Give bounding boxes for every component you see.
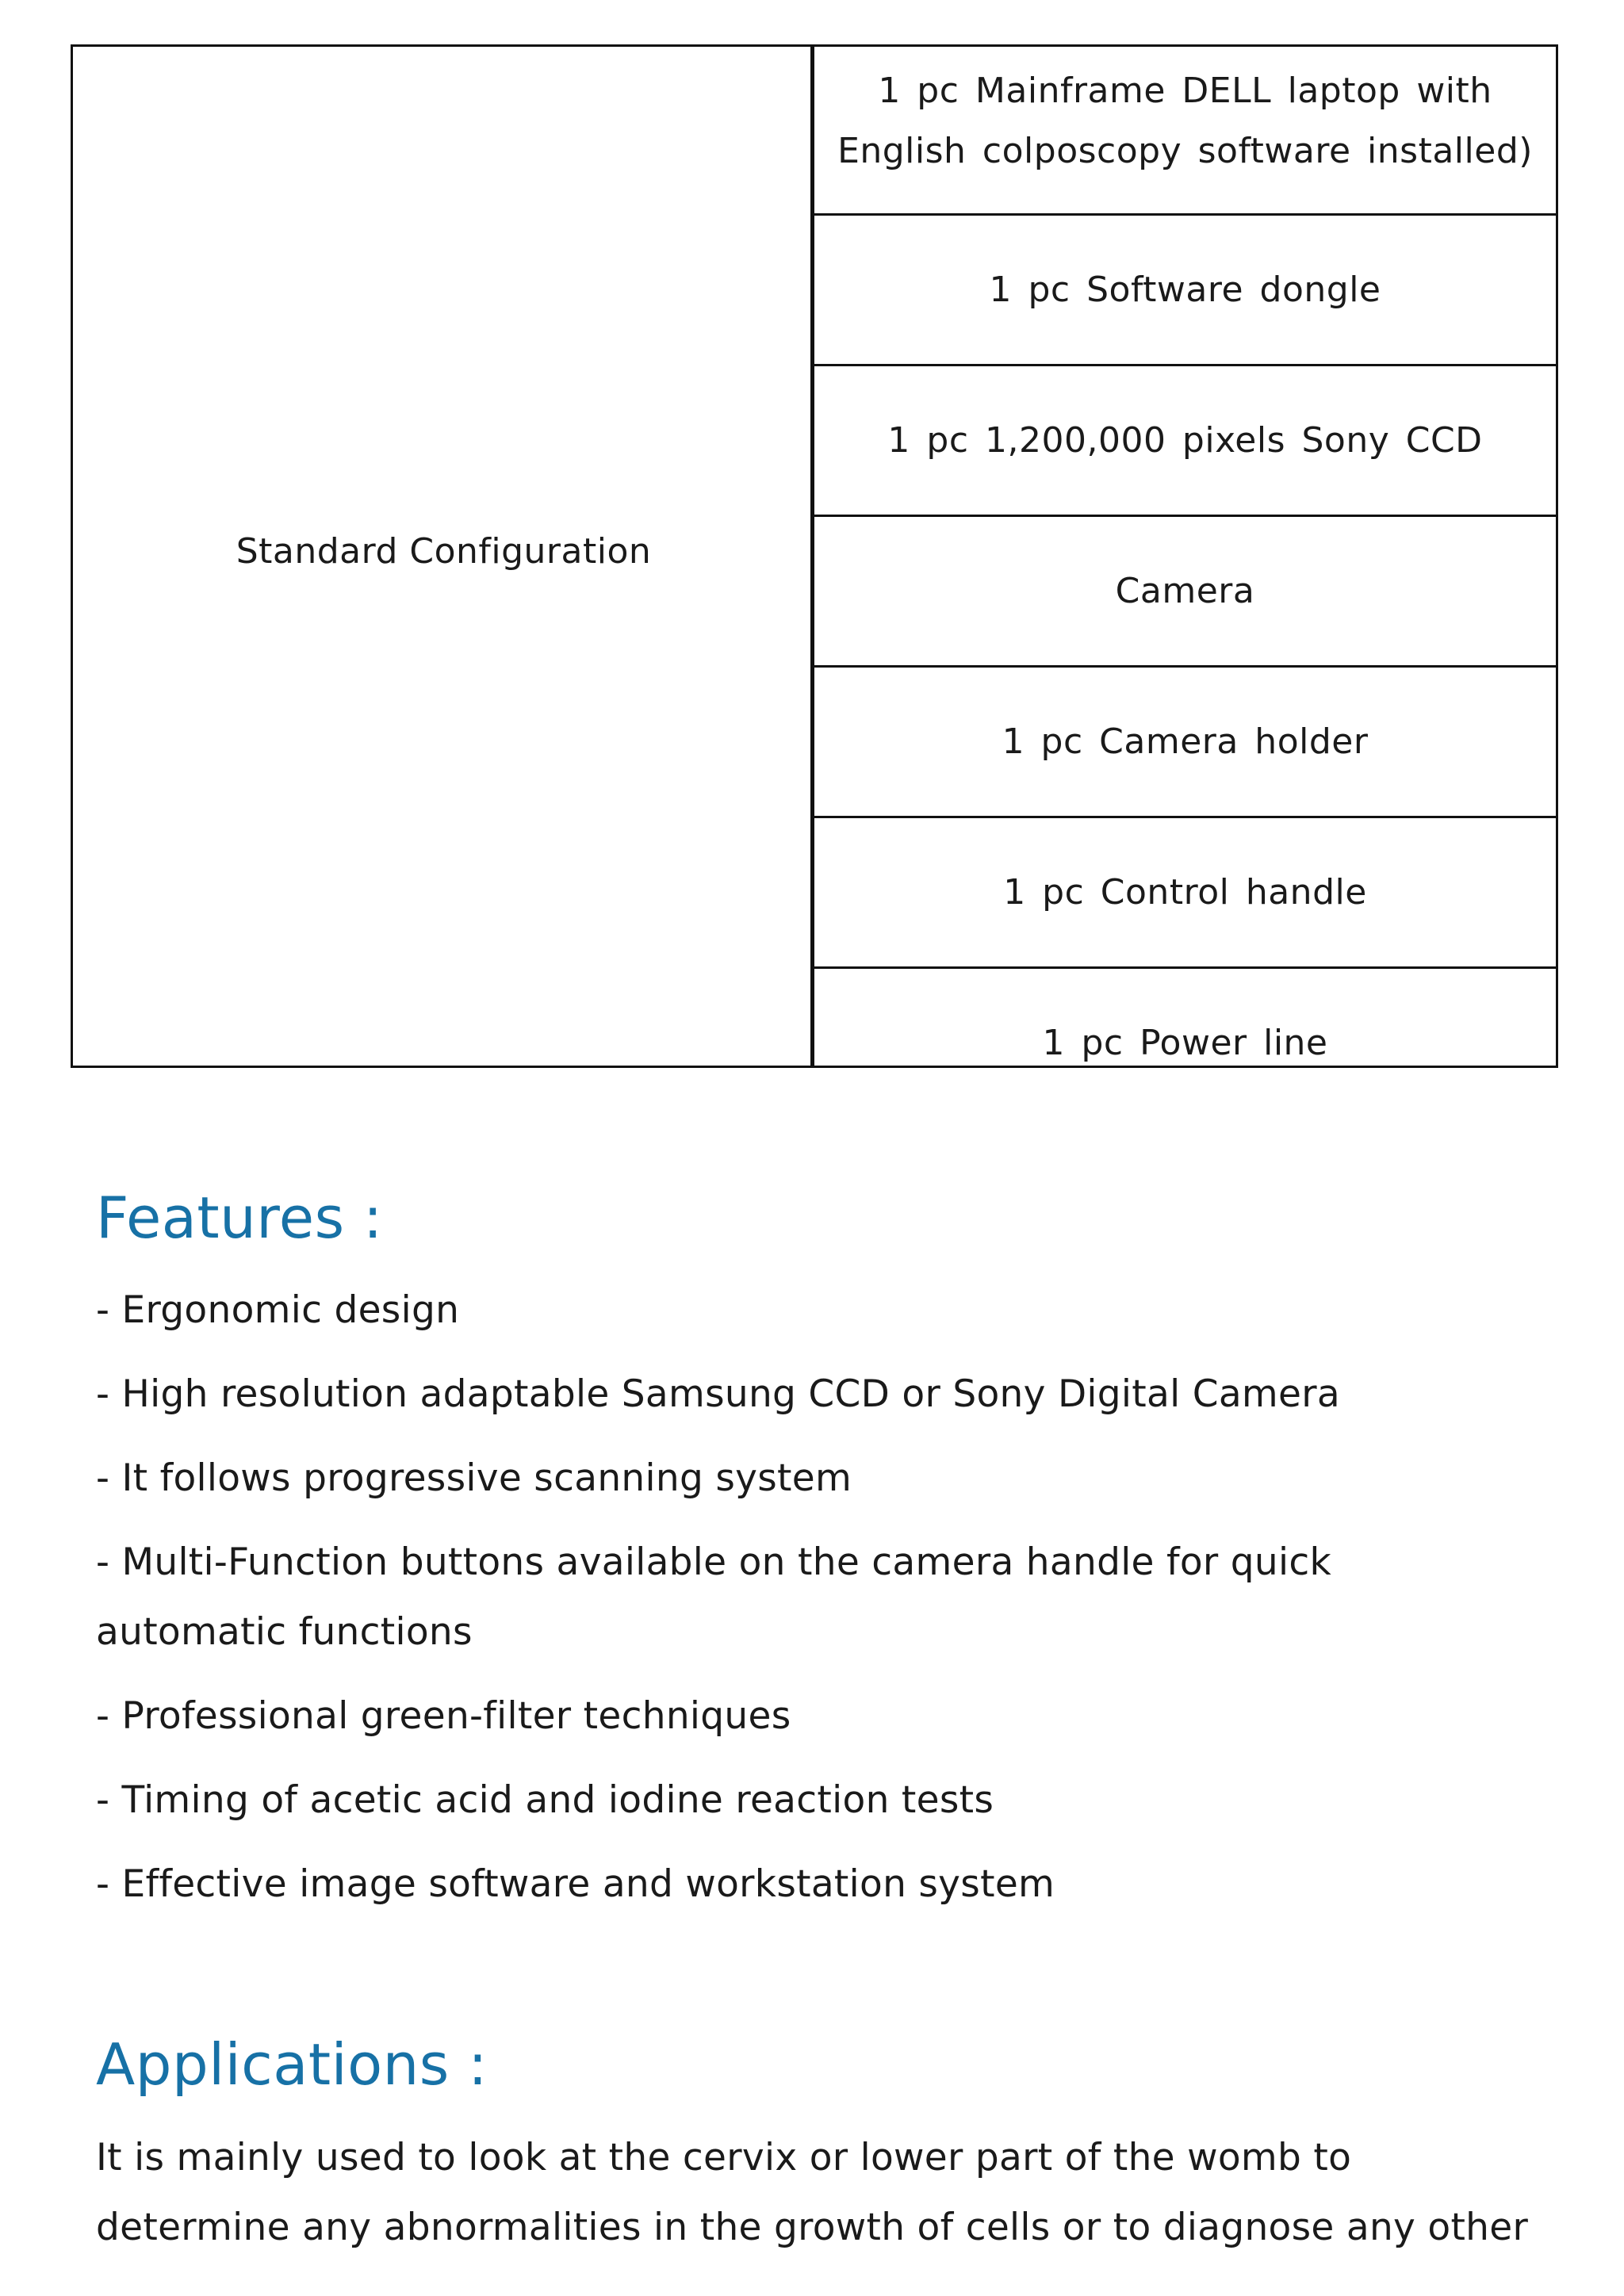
- applications-text-line: It is mainly used to look at the cervix or lower part of the womb to: [96, 2136, 1352, 2179]
- feature-item: - High resolution adaptable Samsung CCD or Sony Digital Camera: [96, 1372, 1340, 1416]
- config-item-line: 1 pc 1,200,000 pixels Sony CCD: [887, 420, 1483, 461]
- feature-item-continuation: automatic functions: [96, 1610, 473, 1654]
- config-item-laptop: [814, 47, 1556, 216]
- config-item-camera: [814, 517, 1556, 668]
- feature-item: - Timing of acetic acid and iodine reaction tests: [96, 1778, 994, 1822]
- config-item-power-line: [814, 969, 1556, 1066]
- config-item-line: English colposcopy software installed): [837, 131, 1533, 171]
- config-label-cell: [73, 47, 814, 1066]
- config-item-dongle: [814, 216, 1556, 366]
- config-item-line: 1 pc Power line: [1042, 1023, 1328, 1063]
- feature-item: - Ergonomic design: [96, 1288, 460, 1332]
- config-item-camera-holder: [814, 668, 1556, 818]
- config-item-control-handle: [814, 818, 1556, 969]
- standard-configuration-table: [71, 44, 1558, 1068]
- features-heading: Features :: [96, 1184, 383, 1251]
- config-item-line: 1 pc Control handle: [1003, 872, 1367, 913]
- feature-item: - Multi-Function buttons available on the camera handle for quick: [96, 1540, 1332, 1584]
- config-item-line: 1 pc Software dongle: [989, 270, 1381, 310]
- config-item-ccd: [814, 366, 1556, 517]
- feature-item: - Effective image software and workstation system: [96, 1862, 1055, 1906]
- config-item-line: Camera: [1115, 571, 1255, 611]
- applications-text-line: determine any abnormalities in the growth of cells or to diagnose any other: [96, 2206, 1529, 2249]
- feature-item: - Professional green-filter techniques: [96, 1694, 791, 1738]
- config-item-line: 1 pc Mainframe DELL laptop with: [878, 71, 1492, 111]
- applications-heading: Applications :: [96, 2031, 488, 2098]
- config-items-column: [814, 47, 1556, 1066]
- feature-item: - It follows progressive scanning system: [96, 1456, 852, 1500]
- config-label: Standard Configuration: [236, 531, 652, 572]
- config-item-line: 1 pc Camera holder: [1002, 721, 1369, 762]
